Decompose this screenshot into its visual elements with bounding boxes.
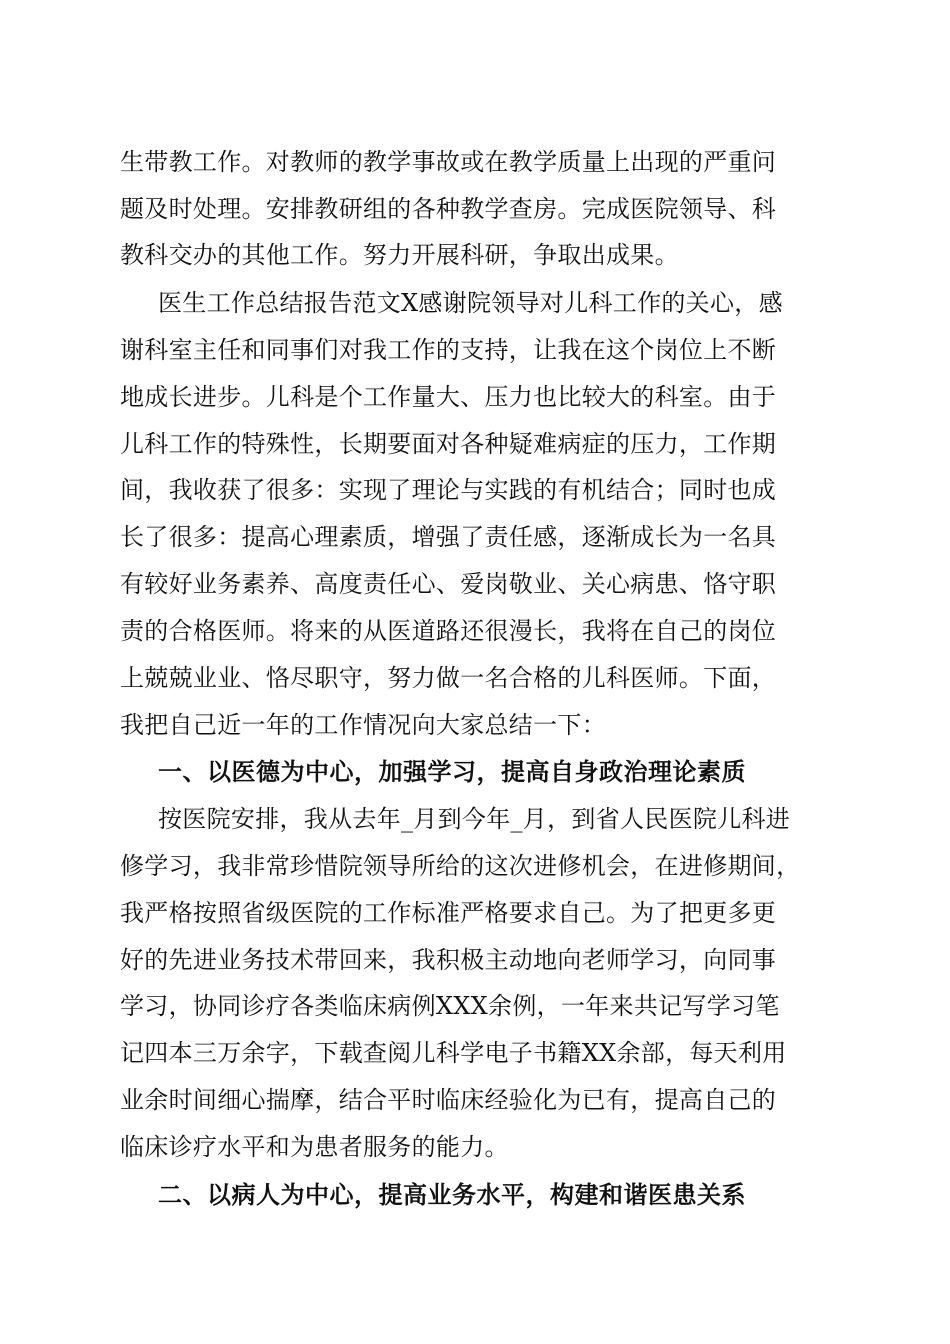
paragraph-line: 我严格按照省级医院的工作标准严格要求自己。为了把更多更 — [120, 899, 777, 927]
paragraph-line: 有较好业务素养、高度责任心、爱岗敬业、关心病患、恪守职 — [120, 570, 777, 598]
paragraph-line: 生带教工作。对教师的教学事故或在教学质量上出现的严重问 — [120, 148, 777, 176]
paragraph-line: 谢科室主任和同事们对我工作的支持，让我在这个岗位上不断 — [120, 336, 777, 364]
paragraph-line: 上兢兢业业、恪尽职守，努力做一名合格的儿科医师。下面， — [120, 664, 777, 692]
paragraph-line: 临床诊疗水平和为患者服务的能力。 — [120, 1133, 509, 1161]
paragraph-line: 记四本三万余字，下载查阅儿科学电子书籍XX余部，每天利用 — [120, 1039, 787, 1067]
paragraph-line: 我把自己近一年的工作情况向大家总结一下： — [120, 711, 606, 739]
paragraph-line: 业余时间细心揣摩，结合平时临床经验化为已有，提高自己的 — [120, 1086, 777, 1114]
section-heading: 一、以医德为中心，加强学习，提高自身政治理论素质 — [158, 758, 746, 786]
section-heading: 二、以病人为中心，提高业务水平，构建和谐医患关系 — [158, 1181, 746, 1209]
paragraph-line: 教科交办的其他工作。努力开展科研，争取出成果。 — [120, 241, 679, 269]
paragraph-line: 地成长进步。儿科是个工作量大、压力也比较大的科室。由于 — [120, 383, 777, 411]
paragraph-line: 责的合格医师。将来的从医道路还很漫长，我将在自己的岗位 — [120, 617, 777, 645]
paragraph-line: 好的先进业务技术带回来，我积极主动地向老师学习，向同事 — [120, 946, 777, 974]
paragraph-line: 修学习，我非常珍惜院领导所给的这次进修机会，在进修期间， — [120, 852, 801, 880]
paragraph-line: 长了很多：提高心理素质，增强了责任感，逐渐成长为一名具 — [120, 523, 777, 551]
paragraph-line: 儿科工作的特殊性，长期要面对各种疑难病症的压力，工作期 — [120, 430, 777, 458]
paragraph-line: 间，我收获了很多：实现了理论与实践的有机结合；同时也成 — [120, 476, 777, 504]
paragraph-line: 按医院安排，我从去年_月到今年_月，到省人民医院儿科进 — [158, 805, 791, 833]
paragraph-line: 医生工作总结报告范文X感谢院领导对儿科工作的关心，感 — [158, 289, 783, 317]
paragraph-line: 学习，协同诊疗各类临床病例XXX余例，一年来共记写学习笔 — [120, 992, 780, 1020]
paragraph-line: 题及时处理。安排教研组的各种教学查房。完成医院领导、科 — [120, 195, 777, 223]
